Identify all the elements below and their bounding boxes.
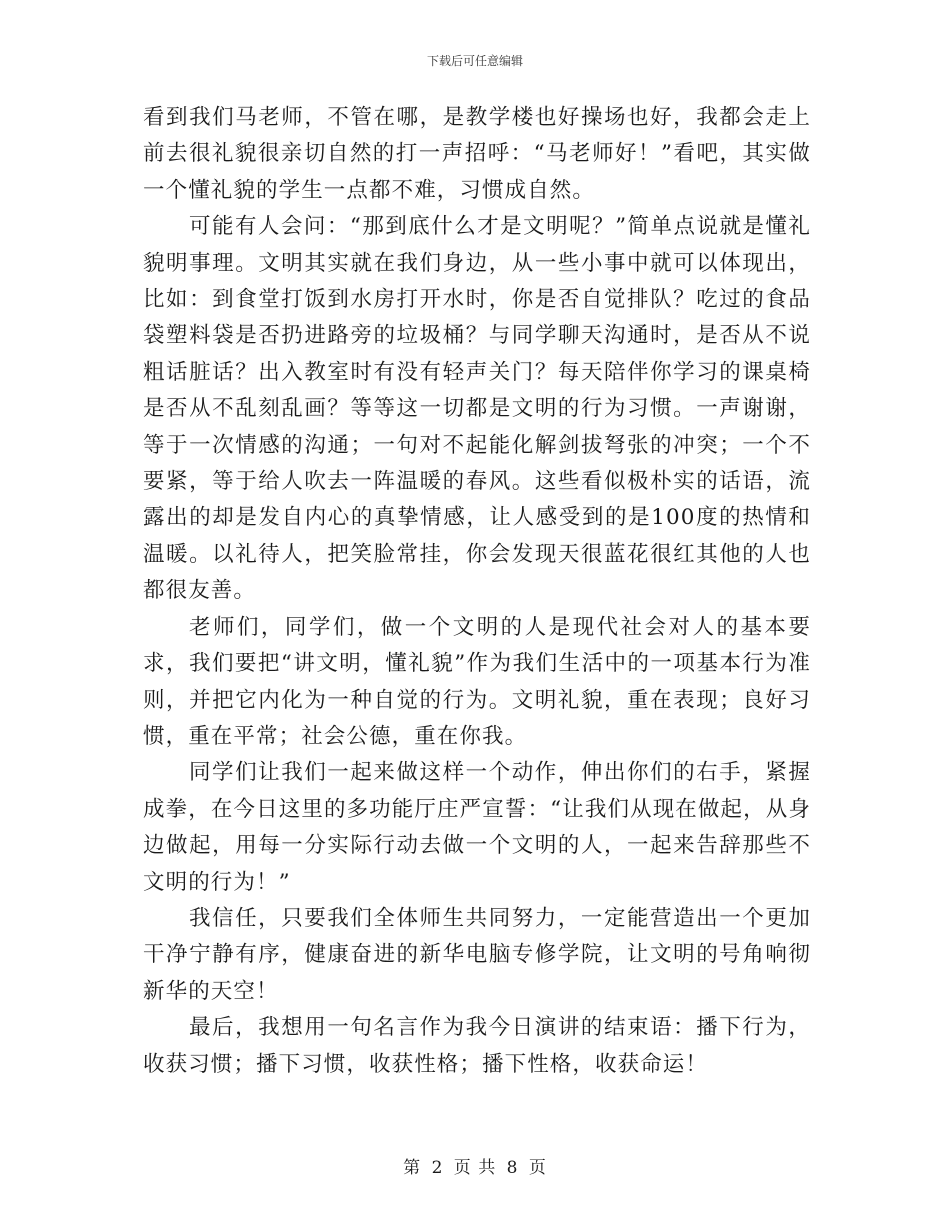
paragraph-2: 可能有人会问：“那到底什么才是文明呢？”简单点说就是懂礼貌明事理。文明其实就在我们身边，从一些小事中就可以体现出，比如：到食堂打饭到水房打开水时，你是否自觉排队？吃过的食品袋塑料袋是否扔进路旁的垃圾桶？与同学聊天沟通时，是否从不说粗话脏话？出入教室时有没有轻声关门？每天陪伴你学习的课桌椅是否从不乱刻乱画？等等这一切都是文明的行为习惯。一声谢谢，等于一次情感的沟通；一句对不起能化解剑拔弩张的冲突；一个不要紧，等于给人吹去一阵温暖的春风。这些看似极朴实的话语，流露出的却是发自内心的真挚情感，让人感受到的是100度的热情和温暖。以礼待人，把笑脸常挂，你会发现天很蓝花很红其他的人也都很友善。 <box>143 214 811 604</box>
paragraph-6: 最后，我想用一句名言作为我今日演讲的结束语：播下行为，收获习惯；播下习惯，收获性格；播下性格，收获命运！ <box>143 1015 811 1077</box>
header-note: 下载后可任意编辑 <box>426 54 523 68</box>
document-body <box>143 100 811 1083</box>
paragraph-3: 老师们，同学们，做一个文明的人是现代社会对人的基本要求，我们要把“讲文明，懂礼貌”作为我们生活中的一项基本行为准则，并把它内化为一种自觉的行为。文明礼貌，重在表现；良好习惯，重在平常；社会公德，重在你我。 <box>143 614 811 749</box>
footer-suffix: 页 <box>528 1158 547 1178</box>
paragraph-4: 同学们让我们一起来做这样一个动作，伸出你们的右手，紧握成拳，在今日这里的多功能厅庄严宣誓：“让我们从现在做起，从身边做起，用每一分实际行动去做一个文明的人，一起来告辞那些不文明的行为！” <box>143 760 811 895</box>
footer-total-pages: 8 <box>506 1158 519 1178</box>
footer-prefix: 第 <box>403 1158 422 1178</box>
footer-page-number: 2 <box>431 1158 444 1178</box>
footer-middle: 页 共 <box>453 1158 497 1178</box>
paragraph-5: 我信任，只要我们全体师生共同努力，一定能营造出一个更加干净宁静有序，健康奋进的新华电脑专修学院，让文明的号角响彻新华的天空！ <box>143 905 811 1004</box>
page-footer <box>0 1153 950 1178</box>
paragraph-1: 看到我们马老师，不管在哪，是教学楼也好操场也好，我都会走上前去很礼貌很亲切自然的打一声招呼：“马老师好！”看吧，其实做一个懂礼貌的学生一点都不难，习惯成自然。 <box>143 105 811 203</box>
